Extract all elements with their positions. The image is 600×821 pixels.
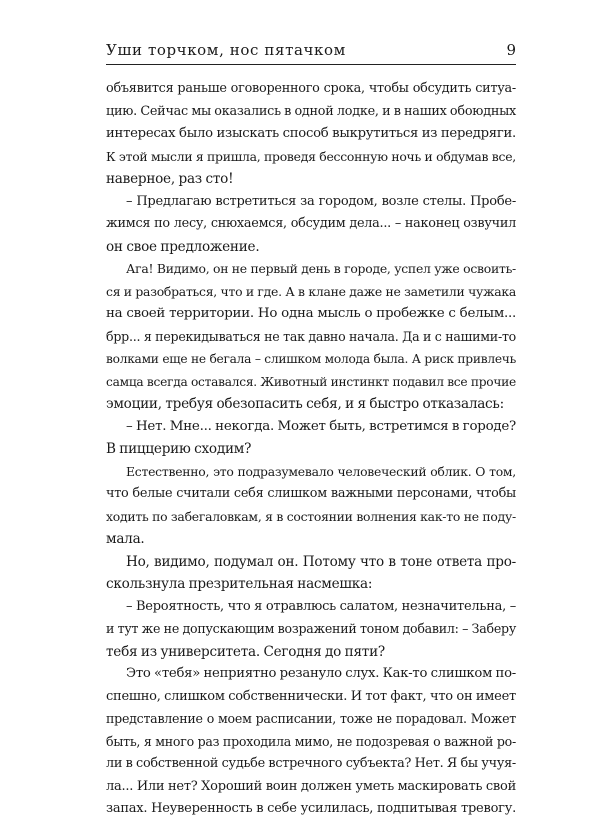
text-line: ла... Или нет? Хороший воин должен уметь маскировать свой [106,778,516,794]
text-line: Но, видимо, подумал он. Потому что в тоне ответа про- [126,553,516,570]
text-line: объявится раньше оговоренного срока, чтобы обсудить ситуа- [106,81,516,96]
body-text [106,78,516,821]
text-line: эмоции, требуя обезопасить себя, и я быстро отказалась: [106,396,504,412]
text-line: запах. Неуверенность в себе усилилась, подпитывая тревогу. [106,801,516,816]
text-line: быть, я много раз проходила мимо, не подозревая о важной ро- [106,733,516,749]
text-line: и тут же не допускающим возражений тоном добавил: – Заберу [106,621,516,636]
text-line: – Нет. Мне... некогда. Может быть, встретимся в городе? [126,418,516,434]
running-header [106,40,516,64]
text-line: Естественно, это подразумевало человеческий облик. О том, [126,463,516,479]
header-rule [106,64,516,65]
text-line: тебя из университета. Сегодня до пяти? [106,643,385,660]
text-line: ся и разобраться, что и где. А в клане даже не заметили чужака [106,283,516,299]
text-line: – Вероятность, что я отравлюсь салатом, незначительна, – [126,598,516,614]
text-line: он свое предложение. [106,238,260,255]
text-line: жимся по лесу, снюхаемся, обсудим дела... – наконец озвучил [106,216,516,231]
text-line: волками еще не бегала – слишком молода была. А риск привлечь [106,352,516,366]
text-line: ходить по забегаловкам, я в состоянии волнения как-то не поду- [106,508,516,524]
text-line: на своей территории. Но одна мысль о пробежке с белым... [106,306,516,321]
text-line: мала. [106,531,145,547]
text-line: интересах было изыскать способ выкрутиться из передряги. [106,126,516,141]
text-line: цию. Сейчас мы оказались в одной лодке, и в наших обоюдных [106,103,516,119]
text-line: брр... я перекидываться не так давно начала. Да и с нашими-то [106,328,516,344]
text-line: – Предлагаю встретиться за городом, возле стелы. Пробе- [126,193,516,209]
text-line: что белые считали себя слишком важными персонами, чтобы [106,486,516,501]
running-title: Уши торчком, нос пятачком [106,41,346,59]
text-line: скользнула презрительная насмешка: [106,576,373,592]
text-line: наверное, раз сто! [106,171,234,187]
text-line: В пиццерию сходим? [106,441,252,457]
text-line: ли в собственной судьбе встречного субъекта? Нет. Я бы учуя- [106,756,516,771]
text-line: самца всегда оставался. Животный инстинкт подавил все прочие [106,374,516,389]
text-line: спешно, слишком собственнически. И тот факт, что он имеет [106,688,516,704]
text-line: К этой мысли я пришла, проведя бессонную ночь и обдумав все, [106,148,516,164]
text-line: Ага! Видимо, он не первый день в городе, успел уже освоить- [126,261,516,276]
text-line: представление о моем расписании, тоже не порадовал. Может [106,711,516,726]
page-number: 9 [506,41,516,59]
text-line: Это «тебя» неприятно резануло слух. Как-то слишком по- [126,666,516,681]
